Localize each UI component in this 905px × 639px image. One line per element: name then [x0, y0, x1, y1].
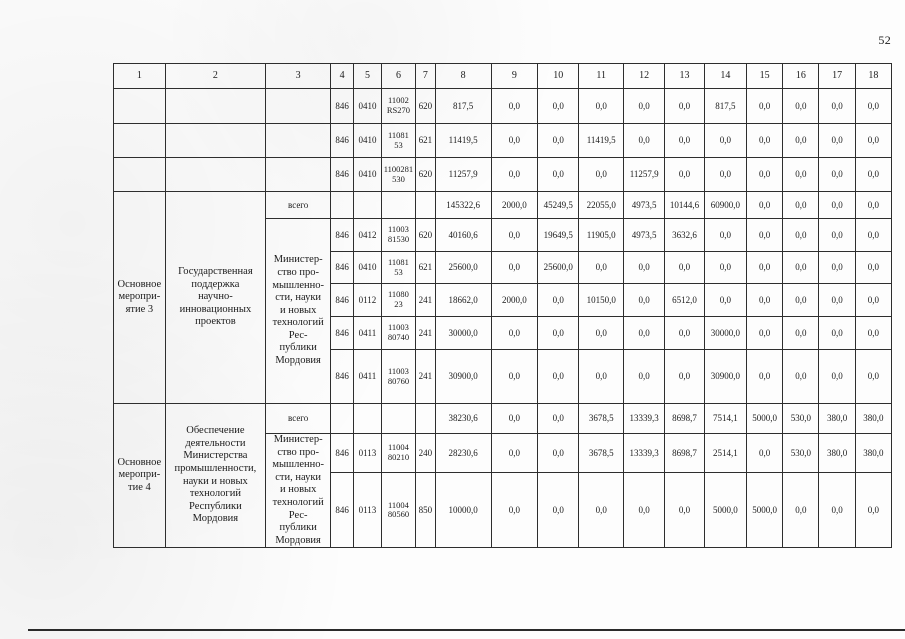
amount-cell: 0,0 — [855, 284, 891, 317]
section-code: 0112 — [353, 284, 381, 317]
column-header-12: 12 — [623, 64, 664, 89]
activity-3-description-line: научно- — [198, 291, 233, 303]
amount-cell: 0,0 — [855, 89, 891, 124]
chapter-code: 846 — [331, 434, 354, 473]
activity-4-executor-line: ство про- — [277, 446, 319, 458]
amount-cell: 0,0 — [538, 434, 579, 473]
amount-cell: 0,0 — [491, 219, 538, 252]
section-code — [353, 404, 381, 434]
amount-cell: 0,0 — [491, 473, 538, 548]
amount-cell: 0,0 — [855, 252, 891, 284]
code-line: 80740 — [387, 332, 410, 342]
empty-cell — [266, 158, 331, 192]
amount-cell: 0,0 — [783, 219, 819, 252]
column-header-18: 18 — [855, 64, 891, 89]
page-bottom-rule — [28, 629, 905, 631]
column-header-13: 13 — [665, 64, 704, 89]
expense-type-code: 621 — [416, 124, 436, 158]
code-line: 11080 — [388, 289, 409, 300]
table-body — [114, 89, 892, 548]
activity-4-description-line: деятельности — [185, 437, 246, 449]
amount-cell: 0,0 — [538, 317, 579, 350]
expense-type-code — [416, 192, 436, 219]
target-article-code — [381, 89, 415, 124]
section-code: 0412 — [353, 219, 381, 252]
activity-3-description-line: проектов — [195, 316, 236, 328]
amount-cell: 5000,0 — [747, 404, 783, 434]
activity-4-executor-line: Министер- — [273, 434, 323, 445]
code-line: 530 — [392, 173, 405, 184]
amount-cell: 0,0 — [704, 219, 746, 252]
amount-cell: 3678,5 — [579, 404, 623, 434]
amount-cell: 0,0 — [819, 158, 855, 192]
activity-4-executor-line: мышленно- — [272, 459, 324, 471]
amount-cell: 10150,0 — [579, 284, 623, 317]
amount-cell: 8698,7 — [665, 404, 704, 434]
expense-type-code: 620 — [416, 89, 436, 124]
amount-cell: 0,0 — [819, 252, 855, 284]
amount-cell: 11257,9 — [623, 158, 664, 192]
chapter-code: 846 — [331, 284, 354, 317]
target-article-code — [381, 317, 415, 350]
code-line: 81530 — [387, 234, 410, 244]
table-row — [114, 89, 892, 124]
table-row — [114, 192, 892, 219]
empty-cell — [165, 124, 265, 158]
amount-cell: 2000,0 — [491, 284, 538, 317]
amount-cell: 19649,5 — [538, 219, 579, 252]
amount-cell: 0,0 — [491, 158, 538, 192]
amount-cell: 0,0 — [665, 89, 704, 124]
amount-cell: 0,0 — [747, 284, 783, 317]
amount-cell: 0,0 — [579, 473, 623, 548]
amount-cell: 0,0 — [665, 124, 704, 158]
amount-cell: 30900,0 — [435, 350, 491, 404]
amount-cell: 13339,3 — [623, 434, 664, 473]
amount-cell: 0,0 — [579, 317, 623, 350]
chapter-code: 846 — [331, 124, 354, 158]
section-code: 0411 — [353, 350, 381, 404]
amount-cell: 0,0 — [783, 350, 819, 404]
amount-cell: 0,0 — [783, 284, 819, 317]
target-article-code — [381, 252, 415, 284]
activity-3-executor-line: Рес- — [288, 329, 308, 341]
activity-4-title-line: тие 4 — [127, 481, 151, 493]
amount-cell: 0,0 — [747, 89, 783, 124]
amount-cell: 0,0 — [855, 317, 891, 350]
amount-cell: 0,0 — [747, 350, 783, 404]
amount-cell: 0,0 — [579, 350, 623, 404]
column-header-6: 6 — [381, 64, 415, 89]
amount-cell: 0,0 — [747, 434, 783, 473]
amount-cell: 0,0 — [747, 158, 783, 192]
amount-cell: 0,0 — [538, 473, 579, 548]
chapter-code: 846 — [331, 219, 354, 252]
amount-cell: 0,0 — [665, 473, 704, 548]
amount-cell: 0,0 — [704, 158, 746, 192]
target-article-code — [381, 158, 415, 192]
amount-cell: 0,0 — [819, 89, 855, 124]
code-line: 11003 — [388, 224, 409, 235]
amount-cell: 0,0 — [747, 219, 783, 252]
column-header-7: 7 — [416, 64, 436, 89]
activity-3-title-line: меропри- — [118, 291, 161, 303]
amount-cell: 3632,6 — [665, 219, 704, 252]
amount-cell: 2514,1 — [704, 434, 746, 473]
activity-4-description-line: Обеспечение — [186, 425, 245, 437]
activity-4-description-line: Министерства — [183, 450, 248, 462]
target-article-code — [381, 473, 415, 548]
amount-cell: 13339,3 — [623, 404, 664, 434]
amount-cell: 0,0 — [819, 124, 855, 158]
amount-cell: 0,0 — [855, 192, 891, 219]
amount-cell: 28230,6 — [435, 434, 491, 473]
code-line: 11004 — [388, 499, 409, 510]
column-header-17: 17 — [819, 64, 855, 89]
amount-cell: 380,0 — [855, 434, 891, 473]
amount-cell: 4973,5 — [623, 192, 664, 219]
code-line: 11003 — [388, 322, 409, 333]
activity-3-description — [165, 192, 265, 404]
amount-cell: 0,0 — [579, 158, 623, 192]
activity-4-executor-line: технологий — [272, 496, 324, 508]
amount-cell: 25600,0 — [435, 252, 491, 284]
amount-cell: 0,0 — [819, 473, 855, 548]
chapter-code: 846 — [331, 317, 354, 350]
amount-cell: 817,5 — [435, 89, 491, 124]
section-code — [353, 192, 381, 219]
empty-cell — [266, 124, 331, 158]
amount-cell: 0,0 — [491, 404, 538, 434]
amount-cell: 11419,5 — [579, 124, 623, 158]
amount-cell: 5000,0 — [747, 473, 783, 548]
code-line: 80560 — [387, 509, 410, 520]
activity-4-executor-line: Рес- — [288, 509, 308, 521]
column-header-1: 1 — [114, 64, 166, 89]
section-code: 0410 — [353, 252, 381, 284]
expense-type-code — [416, 404, 436, 434]
activity-4-description — [165, 404, 265, 548]
target-article-code — [381, 219, 415, 252]
amount-cell: 0,0 — [665, 317, 704, 350]
code-line: 1100281 — [383, 163, 414, 174]
amount-cell: 0,0 — [623, 473, 664, 548]
amount-cell: 0,0 — [665, 350, 704, 404]
amount-cell: 0,0 — [819, 284, 855, 317]
amount-cell: 0,0 — [855, 158, 891, 192]
amount-cell: 0,0 — [747, 124, 783, 158]
total-label: всего — [266, 192, 331, 219]
activity-3-executor-line: Министер- — [273, 254, 323, 266]
amount-cell: 0,0 — [855, 124, 891, 158]
amount-cell: 0,0 — [819, 317, 855, 350]
amount-cell: 30000,0 — [435, 317, 491, 350]
amount-cell: 530,0 — [783, 404, 819, 434]
activity-3-executor — [266, 219, 331, 404]
code-line: 11002 — [388, 95, 409, 106]
column-header-2: 2 — [165, 64, 265, 89]
activity-4-title-line: Основное — [117, 456, 162, 468]
amount-cell: 40160,6 — [435, 219, 491, 252]
target-article-code — [381, 192, 415, 219]
amount-cell: 0,0 — [704, 284, 746, 317]
amount-cell: 0,0 — [855, 350, 891, 404]
code-line: 11081 — [388, 129, 409, 140]
column-header-3: 3 — [266, 64, 331, 89]
amount-cell: 10144,6 — [665, 192, 704, 219]
amount-cell: 0,0 — [623, 284, 664, 317]
activity-3-description-line: инновационных — [179, 303, 252, 315]
amount-cell: 6512,0 — [665, 284, 704, 317]
amount-cell: 0,0 — [855, 473, 891, 548]
amount-cell: 0,0 — [491, 252, 538, 284]
activity-4-description-line: Республики — [189, 500, 242, 512]
amount-cell: 0,0 — [623, 124, 664, 158]
activity-4-description-line: Мордовия — [192, 513, 239, 525]
amount-cell: 0,0 — [491, 317, 538, 350]
amount-cell: 530,0 — [783, 434, 819, 473]
amount-cell: 0,0 — [783, 158, 819, 192]
chapter-code: 846 — [331, 89, 354, 124]
empty-cell — [114, 124, 166, 158]
activity-3-description-line: Государственная — [178, 266, 253, 278]
amount-cell: 380,0 — [819, 404, 855, 434]
expense-type-code: 620 — [416, 219, 436, 252]
table-header-row — [114, 64, 892, 89]
activity-3-executor-line: сти, науки — [275, 292, 322, 304]
code-line: 11004 — [388, 442, 409, 453]
amount-cell: 0,0 — [783, 89, 819, 124]
column-header-4: 4 — [331, 64, 354, 89]
amount-cell: 30000,0 — [704, 317, 746, 350]
expense-type-code: 621 — [416, 252, 436, 284]
empty-cell — [114, 89, 166, 124]
amount-cell: 0,0 — [538, 350, 579, 404]
amount-cell: 0,0 — [579, 252, 623, 284]
amount-cell: 0,0 — [747, 317, 783, 350]
activity-3-title — [114, 192, 166, 404]
amount-cell: 10000,0 — [435, 473, 491, 548]
activity-4-description-line: технологий — [189, 488, 241, 500]
amount-cell: 0,0 — [538, 89, 579, 124]
section-code: 0113 — [353, 434, 381, 473]
target-article-code — [381, 434, 415, 473]
activity-3-executor-line: и новых — [279, 304, 317, 316]
target-article-code — [381, 404, 415, 434]
amount-cell: 380,0 — [819, 434, 855, 473]
amount-cell: 38230,6 — [435, 404, 491, 434]
amount-cell: 0,0 — [783, 124, 819, 158]
column-header-5: 5 — [353, 64, 381, 89]
code-line: 11003 — [388, 365, 409, 376]
activity-3-title-line: ятие 3 — [125, 303, 154, 315]
activity-3-executor-line: ство про- — [277, 266, 319, 278]
page-number: 52 — [878, 33, 891, 47]
amount-cell: 0,0 — [704, 252, 746, 284]
amount-cell: 0,0 — [623, 252, 664, 284]
activity-4-executor-line: сти, науки — [275, 471, 322, 483]
activity-3-title-line: Основное — [117, 278, 162, 290]
amount-cell: 11905,0 — [579, 219, 623, 252]
activity-3-executor-line: мышленно- — [272, 279, 324, 291]
chapter-code: 846 — [331, 158, 354, 192]
amount-cell: 22055,0 — [579, 192, 623, 219]
amount-cell: 0,0 — [855, 219, 891, 252]
section-code: 0113 — [353, 473, 381, 548]
amount-cell: 0,0 — [538, 124, 579, 158]
amount-cell: 0,0 — [491, 89, 538, 124]
section-code: 0410 — [353, 158, 381, 192]
amount-cell: 380,0 — [855, 404, 891, 434]
section-code: 0410 — [353, 124, 381, 158]
amount-cell: 145322,6 — [435, 192, 491, 219]
code-line: 80760 — [387, 375, 410, 386]
activity-4-title-line: меропри- — [118, 469, 161, 481]
amount-cell: 0,0 — [819, 192, 855, 219]
amount-cell: 0,0 — [819, 219, 855, 252]
amount-cell: 0,0 — [491, 350, 538, 404]
amount-cell: 0,0 — [783, 192, 819, 219]
column-header-16: 16 — [783, 64, 819, 89]
activity-4-title — [114, 404, 166, 548]
amount-cell: 2000,0 — [491, 192, 538, 219]
empty-cell — [114, 158, 166, 192]
amount-cell: 30900,0 — [704, 350, 746, 404]
activity-4-description-line: науки и новых — [183, 475, 248, 487]
amount-cell: 0,0 — [704, 124, 746, 158]
target-article-code — [381, 350, 415, 404]
amount-cell: 11257,9 — [435, 158, 491, 192]
amount-cell: 0,0 — [623, 350, 664, 404]
code-line: 23 — [394, 299, 403, 309]
activity-4-executor-line: и новых — [279, 484, 317, 496]
activity-3-executor-line: Мордовия — [275, 355, 321, 367]
amount-cell: 7514,1 — [704, 404, 746, 434]
column-header-14: 14 — [704, 64, 746, 89]
amount-cell: 3678,5 — [579, 434, 623, 473]
amount-cell: 0,0 — [579, 89, 623, 124]
code-line: 53 — [394, 266, 403, 277]
amount-cell: 4973,5 — [623, 219, 664, 252]
amount-cell: 0,0 — [538, 158, 579, 192]
table-row — [114, 404, 892, 434]
amount-cell: 0,0 — [665, 158, 704, 192]
column-header-11: 11 — [579, 64, 623, 89]
amount-cell: 0,0 — [783, 317, 819, 350]
target-article-code — [381, 284, 415, 317]
expense-type-code: 620 — [416, 158, 436, 192]
section-code: 0410 — [353, 89, 381, 124]
code-line: 80210 — [387, 452, 410, 463]
chapter-code: 846 — [331, 252, 354, 284]
budget-table — [113, 63, 892, 548]
amount-cell: 0,0 — [665, 252, 704, 284]
amount-cell: 0,0 — [538, 284, 579, 317]
amount-cell: 0,0 — [747, 252, 783, 284]
expense-type-code: 240 — [416, 434, 436, 473]
amount-cell: 0,0 — [747, 192, 783, 219]
section-code: 0411 — [353, 317, 381, 350]
column-header-10: 10 — [538, 64, 579, 89]
activity-4-executor — [266, 434, 331, 548]
amount-cell: 0,0 — [491, 124, 538, 158]
activity-3-executor-line: публики — [279, 342, 317, 354]
amount-cell: 0,0 — [623, 317, 664, 350]
amount-cell: 0,0 — [783, 473, 819, 548]
amount-cell: 11419,5 — [435, 124, 491, 158]
empty-cell — [165, 158, 265, 192]
amount-cell: 8698,7 — [665, 434, 704, 473]
total-label: всего — [266, 404, 331, 434]
expense-type-code: 241 — [416, 317, 436, 350]
column-header-8: 8 — [435, 64, 491, 89]
amount-cell: 0,0 — [623, 89, 664, 124]
amount-cell: 18662,0 — [435, 284, 491, 317]
activity-4-executor-line: Мордовия — [275, 534, 321, 546]
amount-cell: 45249,5 — [538, 192, 579, 219]
amount-cell: 817,5 — [704, 89, 746, 124]
activity-3-executor-line: технологий — [272, 317, 324, 329]
code-line: 53 — [394, 139, 403, 150]
activity-4-executor-line: публики — [279, 522, 317, 534]
column-header-9: 9 — [491, 64, 538, 89]
chapter-code — [331, 404, 354, 434]
amount-cell: 0,0 — [783, 252, 819, 284]
empty-cell — [165, 89, 265, 124]
amount-cell: 0,0 — [538, 404, 579, 434]
amount-cell: 25600,0 — [538, 252, 579, 284]
column-header-15: 15 — [747, 64, 783, 89]
amount-cell: 5000,0 — [704, 473, 746, 548]
expense-type-code: 850 — [416, 473, 436, 548]
table-row — [114, 124, 892, 158]
expense-type-code: 241 — [416, 284, 436, 317]
code-line: 11081 — [388, 256, 409, 267]
expense-type-code: 241 — [416, 350, 436, 404]
chapter-code: 846 — [331, 473, 354, 548]
table-row — [114, 158, 892, 192]
chapter-code: 846 — [331, 350, 354, 404]
amount-cell: 0,0 — [819, 350, 855, 404]
activity-3-description-line: поддержка — [191, 278, 240, 290]
amount-cell: 60900,0 — [704, 192, 746, 219]
target-article-code — [381, 124, 415, 158]
amount-cell: 0,0 — [491, 434, 538, 473]
empty-cell — [266, 89, 331, 124]
chapter-code — [331, 192, 354, 219]
activity-4-description-line: промышленности, — [174, 463, 257, 475]
code-line: RS270 — [386, 105, 411, 115]
